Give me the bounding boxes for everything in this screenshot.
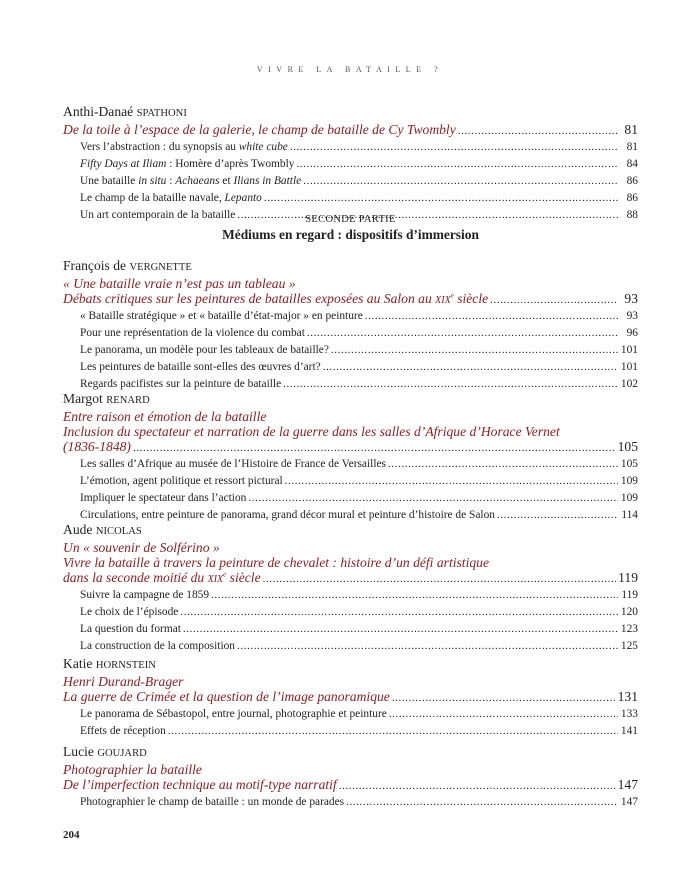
author-lastname: GOUJARD	[97, 748, 147, 759]
author-name: Katie HORNSTEIN	[63, 656, 156, 671]
toc-item[interactable]: Pour une représentation de la violence du combat ..... 96	[63, 325, 638, 342]
chapter-title[interactable]: De la toile à l’espace de la galerie, le champ de bataille de Cy Twombly ..... 81	[63, 122, 638, 139]
author-name: François de VERGNETTE	[63, 258, 192, 273]
chapter-title-line[interactable]: Inclusion du spectateur et narration de la guerre dans les salles d’Afrique d’Horace Vernet	[63, 424, 560, 439]
chapter-title[interactable]: dans la seconde moitié du xix$^e$ siècle ..... 119	[63, 570, 638, 587]
toc-item[interactable]: Un art contemporain de la bataille ..... 88	[63, 207, 638, 224]
toc-section	[63, 103, 638, 224]
author-name: Anthi-Danaé SPATHONI	[63, 104, 187, 119]
toc-section	[63, 655, 638, 740]
toc-item[interactable]: « Bataille stratégique » et « bataille d’état-major » en peinture ..... 93	[63, 308, 638, 325]
toc-item[interactable]: Effets de réception ..... 141	[63, 723, 638, 740]
part-header	[63, 213, 638, 243]
chapter-title[interactable]: De l’imperfection technique au motif-type narratif ..... 147	[63, 777, 638, 794]
chapter-title[interactable]: Débats critiques sur les peintures de batailles exposées au Salon au xix$^e$ siècle ..... 93	[63, 291, 638, 308]
toc-item[interactable]: Impliquer le spectateur dans l’action ..... 109	[63, 490, 638, 507]
toc-item[interactable]: Le panorama de Sébastopol, entre journal, photographie et peinture ..... 133	[63, 706, 638, 723]
author-lastname: VERGNETTE	[129, 262, 192, 273]
chapter-title-line[interactable]: Photographier la bataille	[63, 762, 202, 777]
toc-item[interactable]: Le choix de l’épisode ..... 120	[63, 604, 638, 621]
author-lastname: HORNSTEIN	[95, 660, 156, 671]
chapter-title-line[interactable]: « Une bataille vraie n’est pas un tableau »	[63, 276, 296, 291]
toc-item[interactable]: Circulations, entre peinture de panorama, grand décor mural et peinture d’histoire de Salon ..... 114	[63, 507, 638, 524]
toc-item[interactable]: Une bataille in situ : Achaeans et Ilians in Battle ..... 86	[63, 173, 638, 190]
toc-section	[63, 521, 638, 655]
author-name: Margot RENARD	[63, 391, 150, 406]
chapter-title-line[interactable]: Vivre la bataille à travers la peinture de chevalet : histoire d’un défi artistique	[63, 555, 489, 570]
running-head: VIVRE LA BATAILLE ?	[256, 65, 444, 74]
toc-section	[63, 390, 638, 524]
toc-item[interactable]: Suivre la campagne de 1859 ..... 119	[63, 587, 638, 604]
toc-item[interactable]: L’émotion, agent politique et ressort pictural ..... 109	[63, 473, 638, 490]
chapter-title[interactable]: (1836-1848) ..... 105	[63, 439, 638, 456]
toc-item[interactable]: La question du format ..... 123	[63, 621, 638, 638]
author-lastname: SPATHONI	[136, 108, 187, 119]
toc-item[interactable]: Vers l’abstraction : du synopsis au white cube ..... 81	[63, 139, 638, 156]
toc-section	[63, 257, 638, 393]
toc-item[interactable]: Les salles d’Afrique au musée de l’Histoire de France de Versailles ..... 105	[63, 456, 638, 473]
chapter-title-line[interactable]: Un « souvenir de Solférino »	[63, 540, 220, 555]
chapter-title-line[interactable]: Entre raison et émotion de la bataille	[63, 409, 267, 424]
toc-item[interactable]: La construction de la composition ..... 125	[63, 638, 638, 655]
toc-item[interactable]: Les peintures de bataille sont-elles des œuvres d’art? ..... 101	[63, 359, 638, 376]
author-name: Aude NICOLAS	[63, 522, 142, 537]
toc-item[interactable]: Fifty Days at Iliam : Homère d’après Twombly ..... 84	[63, 156, 638, 173]
part-title: Médiums en regard : dispositifs d’immersion	[222, 227, 479, 242]
toc-item[interactable]: Photographier le champ de bataille : un monde de parades ..... 147	[63, 794, 638, 811]
author-lastname: NICOLAS	[95, 526, 142, 537]
chapter-title-line[interactable]: Henri Durand-Brager	[63, 674, 184, 689]
author-name: Lucie GOUJARD	[63, 744, 147, 759]
part-label: SECONDE PARTIE	[305, 214, 396, 225]
page-number: 204	[63, 829, 80, 841]
toc-item[interactable]: Le champ de la bataille navale, Lepanto ..... 86	[63, 190, 638, 207]
toc-item[interactable]: Regards pacifistes sur la peinture de bataille ..... 102	[63, 376, 638, 393]
chapter-title[interactable]: La guerre de Crimée et la question de l’image panoramique ..... 131	[63, 689, 638, 706]
author-lastname: RENARD	[106, 395, 150, 406]
toc-section	[63, 743, 638, 811]
toc-item[interactable]: Le panorama, un modèle pour les tableaux de bataille? ..... 101	[63, 342, 638, 359]
